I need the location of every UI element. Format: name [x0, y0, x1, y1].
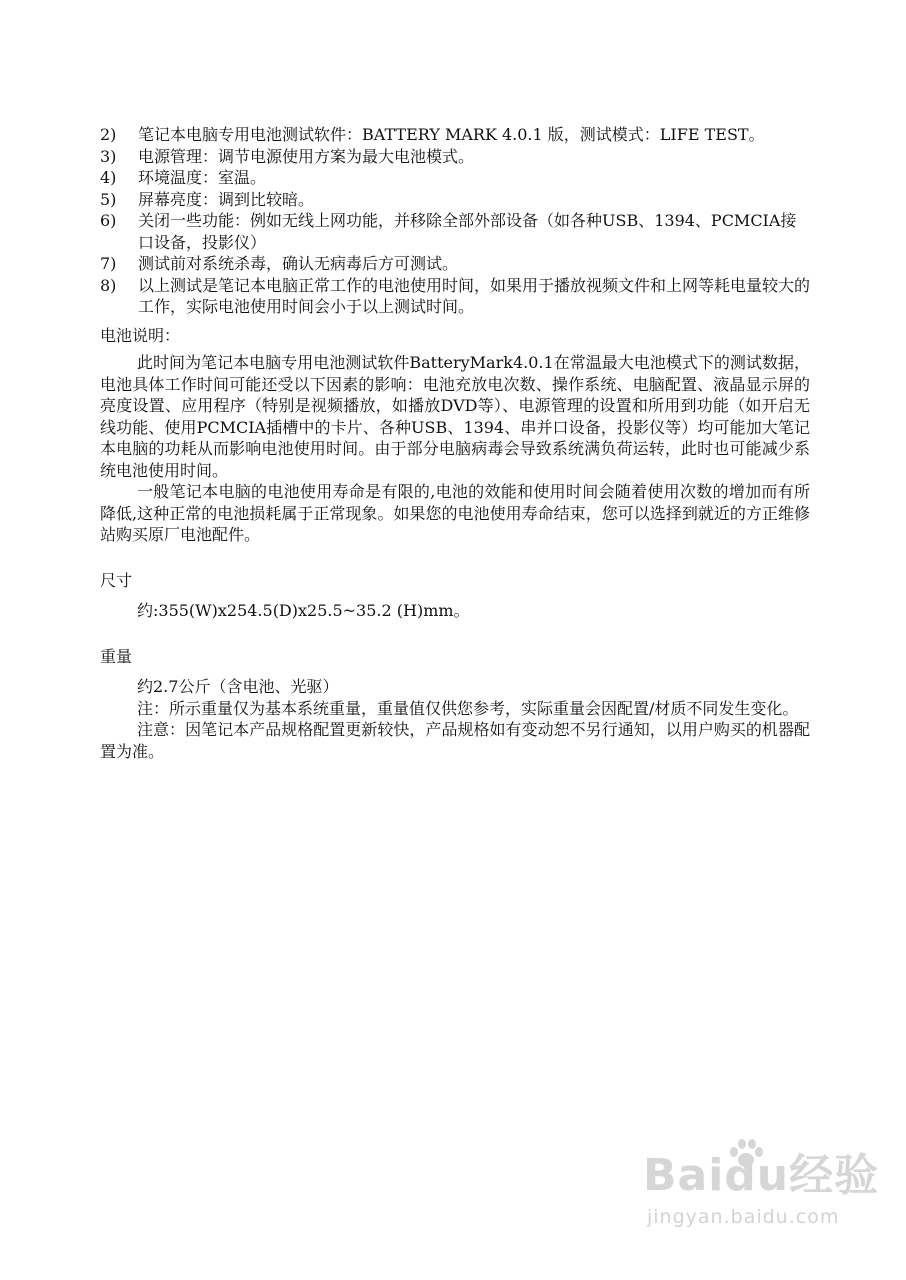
- weight-note: 注：所示重量仅为基本系统重量，重量值仅供您参考，实际重量会因配置/材质不同发生变化。: [137, 698, 799, 718]
- dimensions-value: 约:355(W)x254.5(D)x25.5~35.2 (H)mm。: [137, 601, 470, 620]
- weight-heading: 重量: [100, 646, 133, 666]
- test-conditions-list: [100, 124, 810, 318]
- list-item: [100, 189, 810, 211]
- dimensions-heading: 尺寸: [100, 570, 133, 590]
- battery-paragraph-2: 一般笔记本电脑的电池使用寿命是有限的,电池的效能和使用时间会随着使用次数的增加而有所降低,这种正常的电池损耗属于正常现象。如果您的电池使用寿命结束，您可以选择到就近的方正维修站购买原厂电池配件。: [100, 482, 810, 544]
- list-item-text: 环境温度：室温。: [138, 168, 267, 187]
- document-body: [100, 124, 810, 762]
- list-item: [100, 253, 810, 275]
- list-item: [100, 146, 810, 168]
- list-item-text: 以上测试是笔记本电脑正常工作的电池使用时间，如果用于播放视频文件和上网等耗电量较大的工作，实际电池使用时间会小于以上测试时间。: [138, 275, 811, 316]
- spec-notice: 注意：因笔记本产品规格配置更新较快，产品规格如有变动恕不另行通知，以用户购买的机器配置为准。: [100, 720, 810, 761]
- list-item: [100, 275, 810, 318]
- weight-value: 约2.7公斤（含电池、光驱）: [137, 677, 339, 696]
- list-item-text: 测试前对系统杀毒，确认无病毒后方可测试。: [138, 254, 459, 273]
- battery-heading: 电池说明：: [100, 325, 181, 345]
- list-item-text: 电源管理：调节电源使用方案为最大电池模式。: [138, 146, 475, 166]
- list-item-number: 7): [100, 254, 117, 273]
- list-item: [100, 167, 810, 189]
- list-item-text: 屏幕亮度：调到比较暗。: [138, 189, 315, 209]
- list-item-number: 2): [100, 125, 117, 144]
- list-item-number: 6): [100, 211, 117, 230]
- list-item: [100, 124, 810, 146]
- baidu-watermark: [643, 1148, 883, 1248]
- watermark-logo: Baidu经验: [643, 1150, 880, 1201]
- list-item-number: 4): [100, 168, 117, 187]
- list-item: [100, 210, 810, 253]
- list-item-number: 3): [100, 146, 117, 166]
- list-item-number: 5): [100, 189, 117, 209]
- list-item-text: 关闭一些功能：例如无线上网功能，并移除全部外部设备（如各种USB、1394、PCMCIA接口设备，投影仪）: [138, 211, 797, 252]
- list-item-number: 8): [100, 275, 117, 295]
- battery-paragraph-1: 此时间为笔记本电脑专用电池测试软件BatteryMark4.0.1在常温最大电池模式下的测试数据，电池具体工作时间可能还受以下因素的影响：电池充放电次数、操作系统、电脑配置、液晶显示屏的亮度设置、应用程序（特别是视频播放，如播放DVD等）、电源管理的设置和所用到功能（如开启无线功能、使用PCMCIA插槽中的卡片、各种USB、1394、串并口设备，投影仪等）均可能加大笔记本电脑的功耗从而影响电池使用时间。由于部分电脑病毒会导致系统满负荷运转，此时也可能减少系统电池使用时间。: [100, 353, 810, 480]
- list-item-text: 笔记本电脑专用电池测试软件：BATTERY MARK 4.0.1 版，测试模式：LIFE TEST。: [138, 125, 765, 144]
- watermark-url: jingyan.baidu.com: [647, 1206, 840, 1228]
